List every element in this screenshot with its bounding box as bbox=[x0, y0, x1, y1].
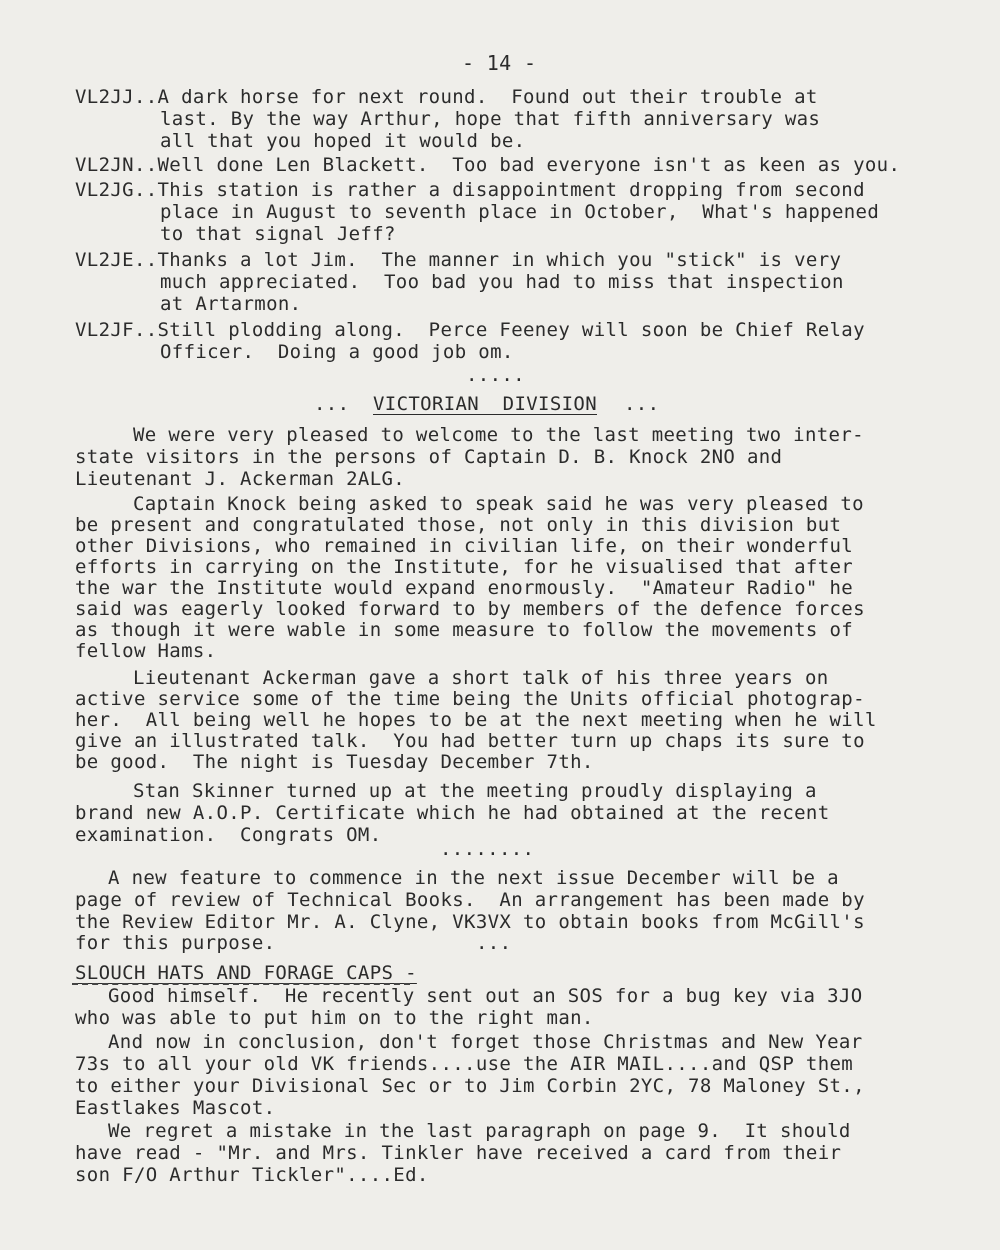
para1-line-1: We were very pleased to welcome to the last meeting two inter- bbox=[133, 424, 864, 446]
para6-line-2: who was able to put him on to the right man. bbox=[75, 1007, 594, 1029]
para8-line-1: We regret a mistake in the last paragraph on page 9. It should bbox=[108, 1120, 851, 1142]
para2-line-4: efforts in carrying on the Institute, for he visualised that after bbox=[75, 556, 854, 578]
para2-line-2: be present and congratulated those, not only in this division but bbox=[75, 514, 842, 536]
vl2je-line-1: VL2JE..Thanks a lot Jim. The manner in which you "stick" is very bbox=[75, 249, 842, 271]
para7-line-2: 73s to all your old VK friends....use the AIR MAIL....and QSP them bbox=[75, 1053, 854, 1075]
para3-line-3: her. All being well he hopes to be at the next meeting when he will bbox=[75, 709, 877, 731]
victorian-division-heading: VICTORIAN DIVISION bbox=[373, 393, 597, 415]
para4-line-3: examination. Congrats OM. bbox=[75, 824, 382, 846]
slouch-hats-heading: SLOUCH HATS AND FORAGE CAPS - bbox=[75, 962, 417, 984]
victorian-heading-prefix: ... bbox=[314, 393, 350, 415]
para3-line-1: Lieutenant Ackerman gave a short talk of his three years on bbox=[133, 667, 829, 689]
para7-line-1: And now in conclusion, don't forget those Christmas and New Year bbox=[108, 1031, 863, 1053]
para2-line-6: said was eagerly looked forward to by members of the defence forces bbox=[75, 598, 865, 620]
para2-line-1: Captain Knock being asked to speak said he was very pleased to bbox=[133, 493, 864, 515]
para7-line-3: to either your Divisional Sec or to Jim Corbin 2YC, 78 Maloney St., bbox=[75, 1075, 865, 1097]
para1-line-3: Lieutenant J. Ackerman 2ALG. bbox=[75, 468, 406, 490]
para5-trailing-dots: ... bbox=[476, 932, 512, 954]
para4-line-2: brand new A.O.P. Certificate which he had obtained at the recent bbox=[75, 802, 830, 824]
para3-line-4: give an illustrated talk. You had better turn up chaps its sure to bbox=[75, 730, 865, 752]
victorian-heading-suffix: ... bbox=[624, 393, 660, 415]
para3-line-5: be good. The night is Tuesday December 7th. bbox=[75, 751, 594, 773]
vl2jg-line-1: VL2JG..This station is rather a disappointment dropping from second bbox=[75, 179, 865, 201]
para5-line-3: the Review Editor Mr. A. Clyne, VK3VX to obtain books from McGill's bbox=[75, 911, 865, 933]
para2-line-3: other Divisions, who remained in civilian life, on their wonderful bbox=[75, 535, 854, 557]
para6-line-1: Good himself. He recently sent out an SOS for a bug key via 3JO bbox=[108, 985, 863, 1007]
para8-line-3: son F/O Arthur Tickler"....Ed. bbox=[75, 1164, 429, 1186]
para4-line-1: Stan Skinner turned up at the meeting proudly displaying a bbox=[133, 780, 817, 802]
para2-line-7: as though it were wable in some measure to follow the movements of bbox=[75, 619, 854, 641]
vl2je-line-3: at Artarmon. bbox=[160, 293, 302, 315]
para5-line-4: for this purpose. bbox=[75, 932, 276, 954]
vl2jf-line-1: VL2JF..Still plodding along. Perce Feeney will soon be Chief Relay bbox=[75, 319, 865, 341]
para8-line-2: have read - "Mr. and Mrs. Tinkler have received a card from their bbox=[75, 1142, 842, 1164]
para2-line-8: fellow Hams. bbox=[75, 640, 217, 662]
vl2jj-line-1: VL2JJ..A dark horse for next round. Found out their trouble at bbox=[75, 86, 818, 108]
vl2jf-line-2: Officer. Doing a good job om. bbox=[160, 341, 514, 363]
vl2jg-line-2: place in August to seventh place in October, What's happened bbox=[160, 201, 880, 223]
para1-line-2: state visitors in the persons of Captain D. B. Knock 2NO and bbox=[75, 446, 783, 468]
vl2jj-line-2: last. By the way Arthur, hope that fifth anniversary was bbox=[160, 108, 821, 130]
para3-line-2: active service some of the time being the Units official photograp- bbox=[75, 688, 865, 710]
vl2je-line-2: much appreciated. Too bad you had to miss that inspection bbox=[160, 271, 844, 293]
vl2jg-line-3: to that signal Jeff? bbox=[160, 223, 396, 245]
separator-dots-2: ........ bbox=[440, 838, 535, 860]
page-number: - 14 - bbox=[462, 51, 537, 75]
para2-line-5: the war the Institute would expand enormously. "Amateur Radio" he bbox=[75, 577, 854, 599]
vl2jn-line-1: VL2JN..Well done Len Blackett. Too bad everyone isn't as keen as you. bbox=[75, 154, 901, 176]
separator-dots: ..... bbox=[466, 364, 525, 386]
para5-line-2: page of review of Technical Books. An arrangement has been made by bbox=[75, 889, 865, 911]
vl2jj-line-3: all that you hoped it would be. bbox=[160, 130, 526, 152]
para5-line-1: A new feature to commence in the next issue December will be a bbox=[108, 867, 839, 889]
para7-line-4: Eastlakes Mascot. bbox=[75, 1097, 276, 1119]
